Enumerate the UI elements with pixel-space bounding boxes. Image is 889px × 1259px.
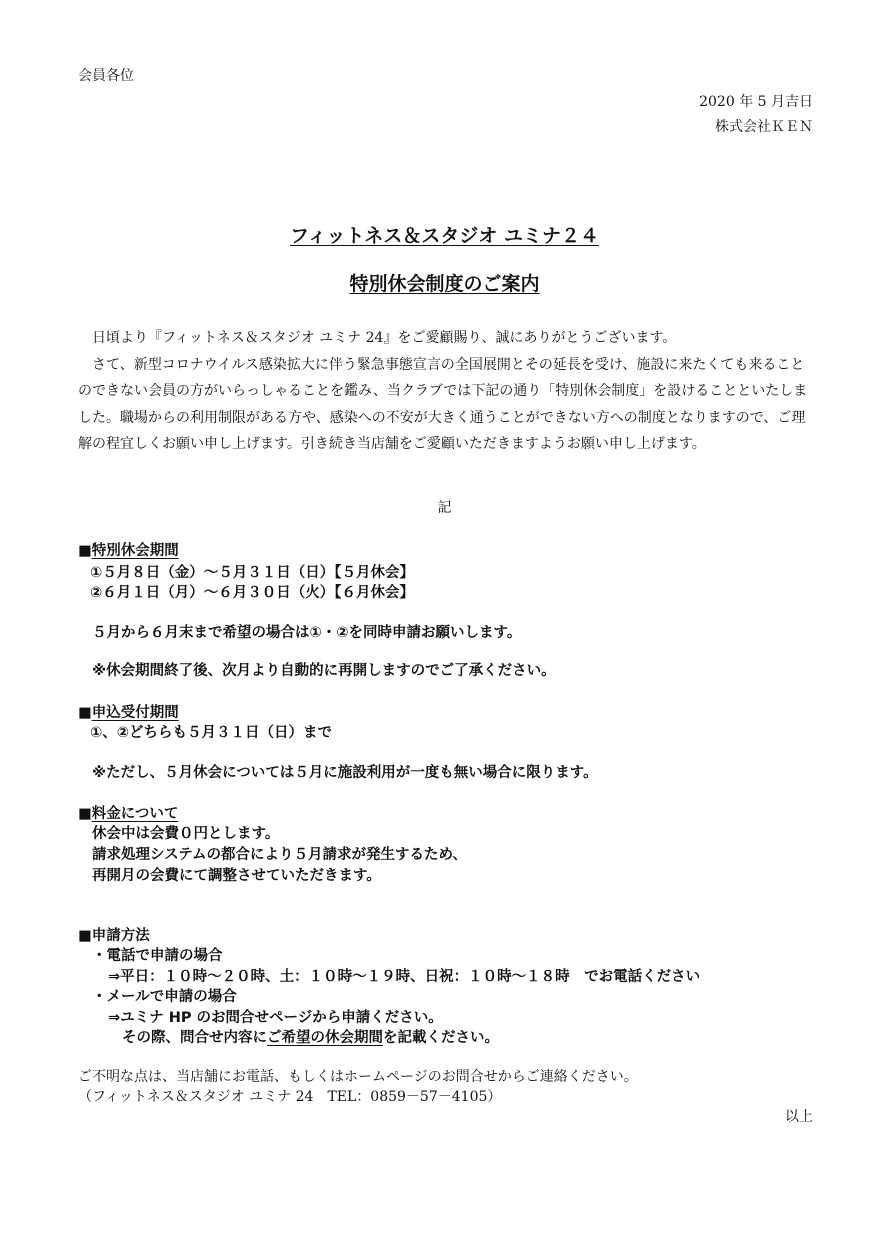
method-heading	[78, 925, 150, 947]
period-heading	[78, 540, 179, 562]
company-name: 株式会社ＫＥＮ	[715, 119, 813, 135]
addressee: 会員各位	[78, 68, 134, 84]
square-bullet-icon: ■	[78, 705, 92, 721]
period-note-2: ※休会期間終了後、次月より自動的に再開しますのでご了承ください。	[92, 663, 556, 679]
application-period-line: ①、②どちらも５月３１日（日）まで	[90, 725, 333, 741]
page-subtitle: 特別休会制度のご案内	[349, 273, 540, 295]
application-period-heading	[78, 702, 179, 724]
method-mail-title: ・メールで申請の場合	[92, 989, 237, 1005]
period-line-2: ②６月１日（月）～６月３０日（火）【６月休会】	[90, 585, 415, 601]
contact-phone: （フィットネス＆スタジオ ユミナ 24 TEL：0859－57－4105）	[78, 1089, 502, 1105]
square-bullet-icon: ■	[78, 806, 92, 822]
application-period-heading-text: 申込受付期間	[91, 705, 179, 721]
method-mail-note-suffix: を記載ください。	[383, 1030, 499, 1046]
method-mail-note-emphasis: ご希望の休会期間	[267, 1030, 383, 1046]
fee-heading	[78, 803, 178, 825]
fee-line-3: 再開月の会費にて調整させていただきます。	[92, 868, 381, 884]
method-phone-title: ・電話で申請の場合	[92, 948, 223, 964]
issue-date: 2020 年 5 月吉日	[699, 94, 813, 110]
method-phone-detail: ⇒平日：１０時～２０時、土：１０時～１９時、日祝：１０時～１８時 でお電話ください	[108, 969, 701, 985]
contact-note: ご不明な点は、当店舗にお電話、もしくはホームページのお問合せからご連絡ください。	[78, 1069, 638, 1085]
page-title: フィットネス＆スタジオ ユミナ２４	[290, 225, 599, 247]
square-bullet-icon: ■	[78, 543, 92, 559]
fee-heading-text: 料金について	[91, 806, 179, 822]
fee-line-1: 休会中は会費０円とします。	[92, 826, 280, 842]
ki-marker: 記	[437, 500, 452, 516]
method-heading-text: 申請方法	[91, 928, 150, 944]
application-period-note: ※ただし、５月休会については５月に施設利用が一度も無い場合に限ります。	[92, 765, 598, 781]
intro-paragraph-1: 日頃より『フィットネス＆スタジオ ユミナ 24』をご愛顧賜り、誠にありがとうございます。	[92, 330, 677, 346]
intro-text	[78, 325, 816, 458]
method-mail-note	[122, 1027, 499, 1049]
method-mail-note-prefix: その際、問合せ内容に	[122, 1030, 267, 1046]
period-note-1: ５月から６月末まで希望の場合は①・②を同時申請お願いします。	[92, 625, 522, 641]
period-heading-text: 特別休会期間	[91, 543, 179, 559]
intro-paragraph-2: さて、新型コロナウイルス感染拡大に伴う緊急事態宣言の全国展開とその延長を受け、施設に来たくても来ることのできない会員の方がいらっしゃることを鑑み、当クラブでは下記の通り「特別休会制度」を設けることといたしました。職場からの利用制限がある方や、感染への不安が大きく通うことができない方への制度となりますので、ご理解の程宜しくお願い申し上げます。引き続き当店舗をご愛顧いただきますようお願い申し上げます。	[78, 356, 808, 452]
fee-line-2: 請求処理システムの都合により５月請求が発生するため、	[92, 847, 467, 863]
period-line-1: ①５月８日（金）～５月３１日（日）【５月休会】	[90, 565, 415, 581]
method-mail-detail: ⇒ユミナ HP のお問合せページから申請ください。	[108, 1010, 443, 1026]
square-bullet-icon: ■	[78, 928, 92, 944]
closing-word: 以上	[785, 1109, 813, 1125]
